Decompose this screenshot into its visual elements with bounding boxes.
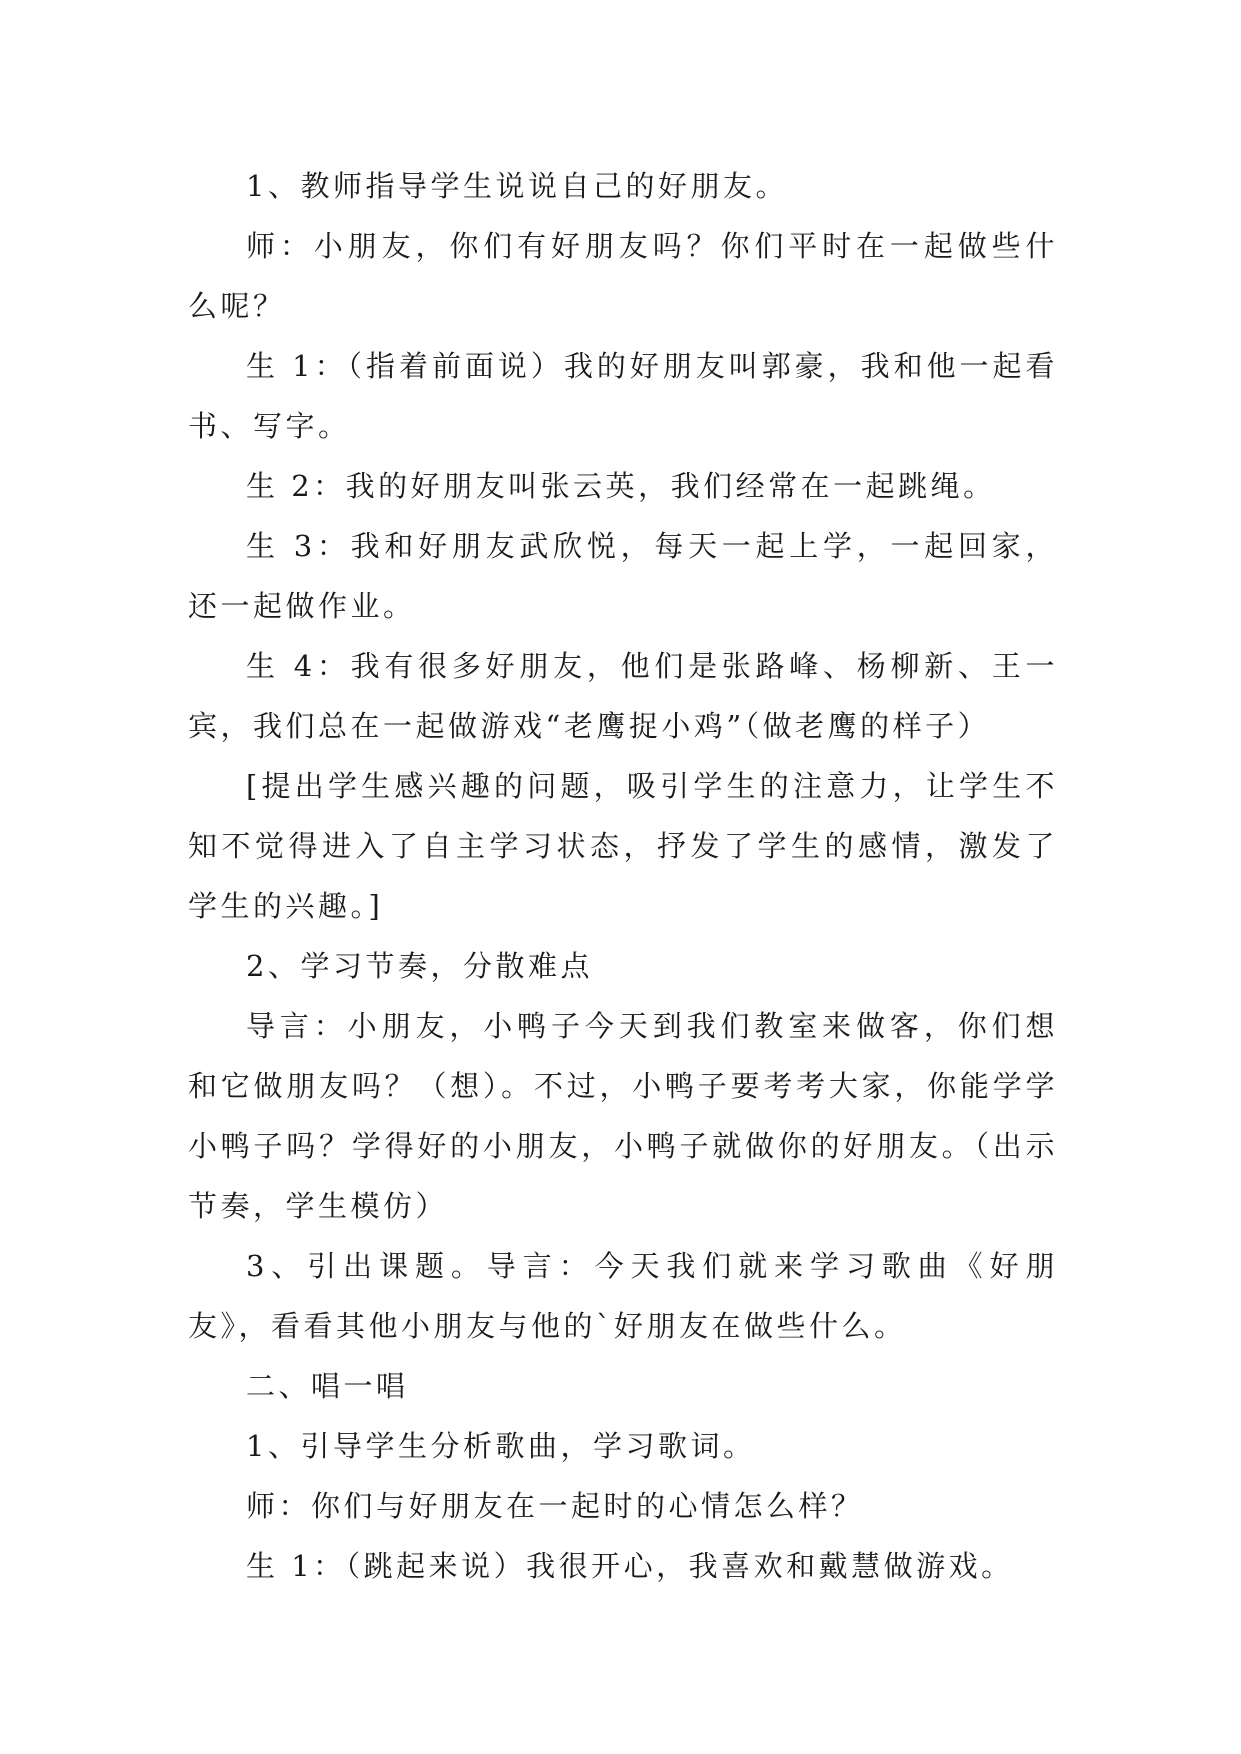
paragraph-14: 生 1：（跳起来说）我很开心，我喜欢和戴慧做游戏。 <box>246 1549 1014 1583</box>
paragraph-5: 生 3：我和好朋友武欣悦，每天一起上学，一起回家，还一起做作业。 <box>188 529 1058 623</box>
paragraph-8: 2、学习节奏，分散难点 <box>246 949 593 983</box>
paragraph-9: 导言：小朋友，小鸭子今天到我们教室来做客，你们想和它做朋友吗？（想）。不过，小鸭子要考考大家，你能学学小鸭子吗？学得好的小朋友，小鸭子就做你的好朋友。（出示节奏，学生模仿） <box>188 1009 1058 1223</box>
paragraph-1: 1、教师指导学生说说自己的好朋友。 <box>246 169 788 203</box>
paragraph-6: 生 4：我有很多好朋友，他们是张路峰、杨柳新、王一宾，我们总在一起做游戏“老鹰捉小鸡”（做老鹰的样子） <box>188 649 1058 743</box>
paragraph-12: 1、引导学生分析歌曲，学习歌词。 <box>246 1429 756 1463</box>
paragraph-4: 生 2：我的好朋友叫张云英，我们经常在一起跳绳。 <box>246 469 996 503</box>
section-heading: 二、唱一唱 <box>246 1369 409 1403</box>
document-body <box>188 156 1058 1596</box>
paragraph-2: 师：小朋友，你们有好朋友吗？你们平时在一起做些什么呢？ <box>188 229 1058 323</box>
paragraph-10: 3、引出课题。导言：今天我们就来学习歌曲《好朋友》，看看其他小朋友与他的`好朋友在做些什么。 <box>188 1249 1058 1343</box>
paragraph-7: [提出学生感兴趣的问题，吸引学生的注意力，让学生不知不觉得进入了自主学习状态，抒发了学生的感情，激发了学生的兴趣。] <box>188 769 1058 923</box>
paragraph-13: 师：你们与好朋友在一起时的心情怎么样？ <box>246 1489 864 1523</box>
paragraph-3: 生 1：（指着前面说）我的好朋友叫郭豪，我和他一起看书、写字。 <box>188 349 1058 443</box>
